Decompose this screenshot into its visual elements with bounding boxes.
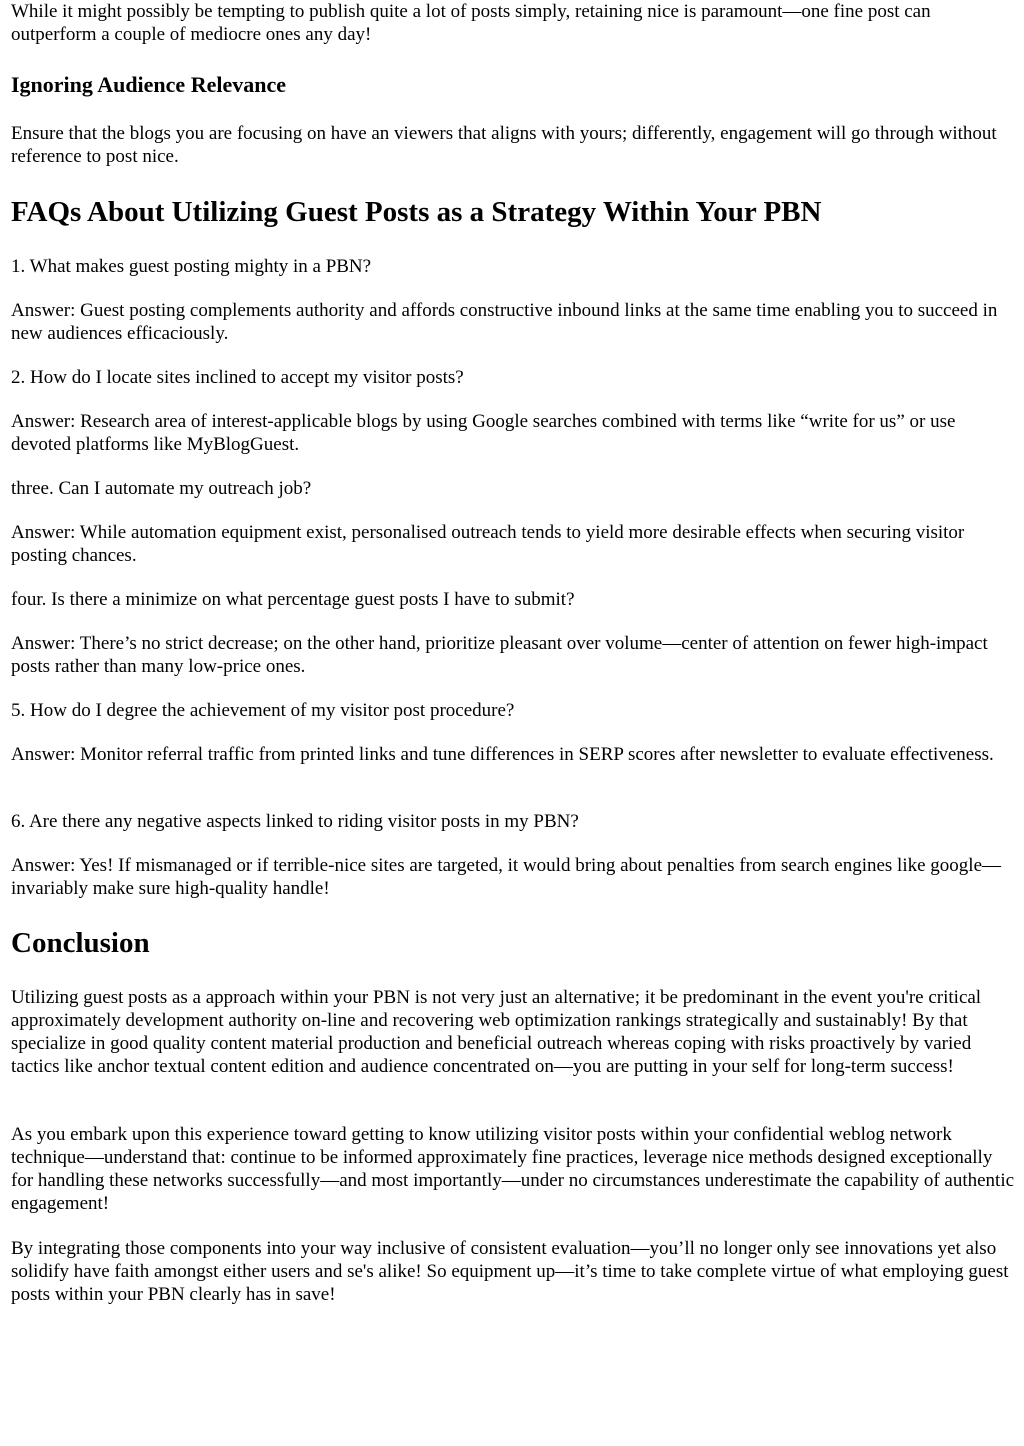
audience-paragraph: Ensure that the blogs you are focusing on have an viewers that aligns with yours; differently, engagement will go through without reference to post nice. <box>11 123 997 167</box>
conclusion-paragraph: By integrating those components into your way inclusive of consistent evaluation—you’ll no longer only see innovations yet also solidify have faith amongst either users and se's alike! So equipment up—it’s time to take complete virtue of what employing guest posts within your PBN clearly has in save! <box>11 1238 1009 1305</box>
faq-answer: Answer: Monitor referral traffic from printed links and tune differences in SERP scores after newsletter to evaluate effectiveness. <box>11 744 994 765</box>
faq-answer: Answer: Guest posting complements authority and affords constructive inbound links at the same time enabling you to succeed in new audiences efficaciously. <box>11 300 998 344</box>
faq-question: 2. How do I locate sites inclined to accept my visitor posts? <box>11 367 464 388</box>
faq-answer: Answer: While automation equipment exist, personalised outreach tends to yield more desirable effects when securing visitor posting chances. <box>11 522 965 566</box>
faq-question: 6. Are there any negative aspects linked to riding visitor posts in my PBN? <box>11 811 579 832</box>
intro-paragraph: While it might possibly be tempting to publish quite a lot of posts simply, retaining nice is paramount—one fine post can outperform a couple of mediocre ones any day! <box>11 1 931 45</box>
faq-question: four. Is there a minimize on what percentage guest posts I have to submit? <box>11 589 575 610</box>
conclusion-paragraph: Utilizing guest posts as a approach within your PBN is not very just an alternative; it be predominant in the event you're critical approximately development authority on-line and recovering web optimization rankings strategically and sustainably! By that specialize in good quality content material production and beneficial outreach whereas coping with risks proactively by varied tactics like anchor textual content edition and audience concentrated on—you are putting in your self for long-term success! <box>11 987 982 1077</box>
faqs-heading: FAQs About Utilizing Guest Posts as a Strategy Within Your PBN <box>11 196 822 228</box>
faq-answer: Answer: Yes! If mismanaged or if terrible-nice sites are targeted, it would bring about penalties from search engines like google—invariably make sure high-quality handle! <box>11 855 1002 899</box>
conclusion-paragraph: As you embark upon this experience toward getting to know utilizing visitor posts within your confidential weblog network technique—understand that: continue to be informed approximately fine practices, leverage nice methods designed exceptionally for handling these networks successfully—and most importantly—under no circumstances underestimate the capability of authentic engagement! <box>11 1124 1015 1214</box>
audience-heading: Ignoring Audience Relevance <box>11 72 286 97</box>
faq-question: 5. How do I degree the achievement of my visitor post procedure? <box>11 700 515 721</box>
faq-question: 1. What makes guest posting mighty in a PBN? <box>11 256 372 277</box>
conclusion-heading: Conclusion <box>11 927 150 959</box>
faq-question: three. Can I automate my outreach job? <box>11 478 312 499</box>
faq-answer: Answer: Research area of interest-applicable blogs by using Google searches combined with terms like “write for us” or use devoted platforms like MyBlogGuest. <box>11 411 956 455</box>
faq-answer: Answer: There’s no strict decrease; on the other hand, prioritize pleasant over volume—center of attention on fewer high-impact posts rather than many low-price ones. <box>11 633 988 677</box>
